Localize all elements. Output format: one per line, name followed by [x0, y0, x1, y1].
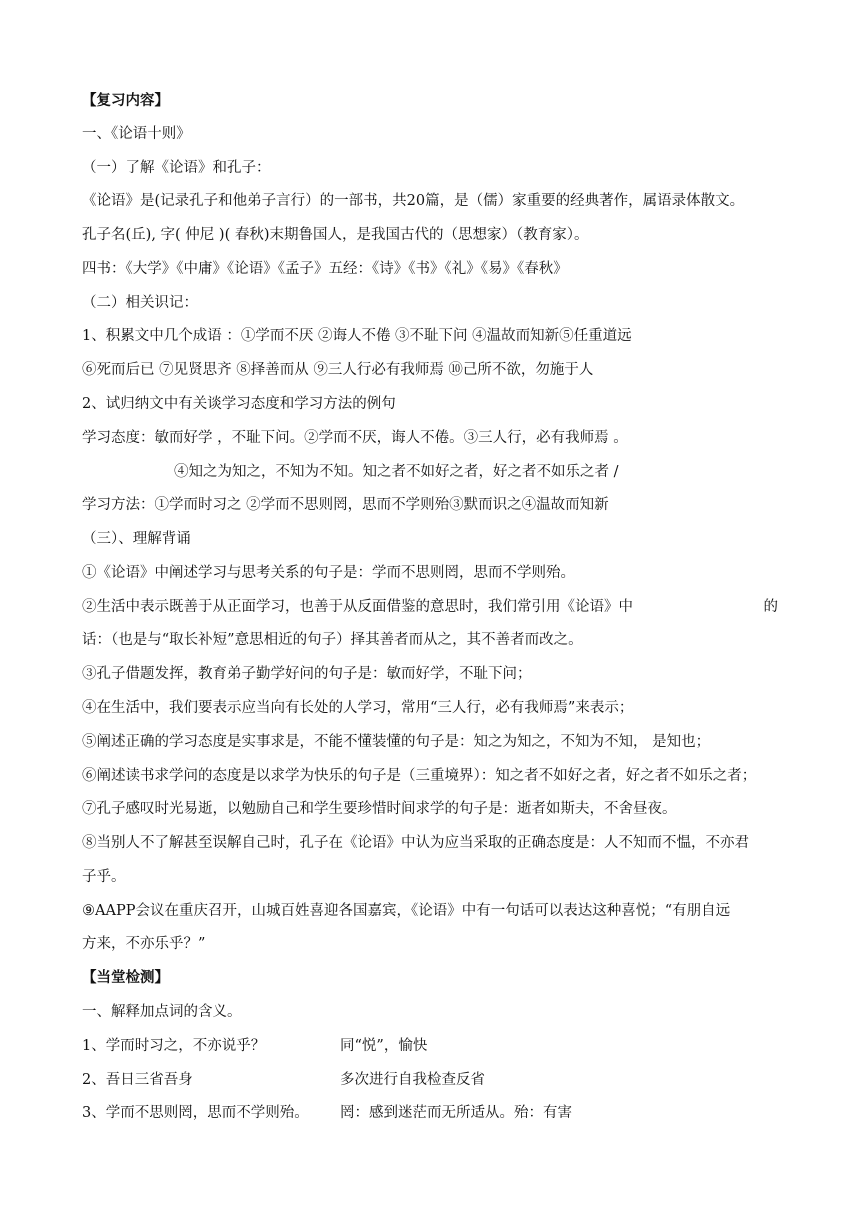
test-item-1-question: 1、学而时习之，不亦说乎？ — [82, 1038, 266, 1054]
question-1: ①《论语》中阐述学习与思考关系的句子是：学而不思则罔，思而不学则殆。 — [82, 565, 575, 581]
section1-title: 一、《论语十则》 — [82, 126, 191, 142]
question-8-line-1: ⑧当别人不了解甚至误解自己时，孔子在《论语》中认为应当采取的正确态度是：人不知而不愠，不亦君 — [82, 835, 749, 851]
question-8-line-2: 子乎。 — [82, 869, 126, 885]
question-4: ④在生活中，我们要表示应当向有长处的人学习，常用“三人行，必有我师焉”来表示； — [82, 700, 634, 716]
sub3-title: （三）、理解背诵 — [82, 531, 191, 547]
question-2-line-2: 话：（也是与“取长补短”意思相近的句子）择其善者而从之，其不善者而改之。 — [82, 632, 583, 648]
attitude-line-2: ④知之为知之，不知为不知。知之者不如好之者，好之者不如乐之者 / — [174, 464, 619, 480]
test-item-1-answer: 同“悦”，愉快 — [340, 1038, 428, 1054]
question-2-line-1-end: 的 — [763, 599, 778, 615]
attitude-line-1: 学习态度：敏而好学 ，不耻下问。②学而不厌，诲人不倦。③三人行，必有我师焉 。 — [82, 430, 628, 446]
sub2-title: （二）相关识记： — [82, 295, 198, 311]
question-7: ⑦孔子感叹时光易逝，以勉励自己和学生要珍惜时间求学的句子是：逝者如斯夫，不舍昼夜。 — [82, 801, 677, 817]
question-2-line-1: ②生活中表示既善于从正面学习，也善于从反面借鉴的意思时，我们常引用《论语》中 — [82, 599, 633, 615]
confucius-intro: 孔子名(丘), 字( 仲尼 )( 春秋)末期鲁国人，是我国古代的（思想家）（教育家）。 — [82, 227, 589, 243]
method-line: 学习方法：①学而时习之 ②学而不思则罔，思而不学则殆③默而识之④温故而知新 — [82, 497, 609, 513]
idioms-line-2: ⑥死而后已 ⑦见贤思齐 ⑧择善而从 ⑨三人行必有我师焉 ⑩己所不欲，勿施于人 — [82, 362, 594, 378]
question-5: ⑤阐述正确的学习态度是实事求是，不能不懂装懂的句子是：知之为知之，不知为不知， 是知也； — [82, 734, 711, 750]
question-9-line-2: 方来，不亦乐乎？” — [82, 936, 206, 952]
item2-title: 2、试归纳文中有关谈学习态度和学习方法的例句 — [82, 396, 396, 412]
sub1-title: （一）了解《论语》和孔子： — [82, 160, 271, 176]
review-heading: 【复习内容】 — [82, 92, 169, 109]
test-item-3-question: 3、学而不思则罔，思而不学则殆。 — [82, 1105, 309, 1121]
idioms-line-1: 1、积累文中几个成语 ：①学而不厌 ②诲人不倦 ③不耻下问 ④温故而知新⑤任重道远 — [82, 328, 632, 344]
test-item-2-answer: 多次进行自我检查反省 — [340, 1072, 485, 1088]
question-3: ③孔子借题发挥，教育弟子勤学好问的句子是：敏而好学，不耻下问； — [82, 666, 532, 682]
four-books-five-classics: 四书：《大学》《中庸》《论语》《孟子》五经：《诗》《书》《礼》《易》《春秋》 — [82, 261, 568, 277]
test-heading: 【当堂检测】 — [82, 969, 169, 986]
test-item-3-answer: 罔：感到迷茫而无所适从。殆：有害 — [340, 1105, 572, 1121]
lunyu-intro: 《论语》是(记录孔子和他弟子言行）的一部书，共20篇，是（儒）家重要的经典著作，属语录体散文。 — [82, 193, 745, 209]
test-item-2-question: 2、吾日三省吾身 — [82, 1072, 193, 1088]
question-6: ⑥阐述读书求学问的态度是以求学为快乐的句子是（三重境界）：知之者不如好之者，好之者不如乐之者； — [82, 768, 757, 784]
question-9-line-1: ⑨AAPP会议在重庆召开，山城百姓喜迎各国嘉宾，《论语》中有一句话可以表达这种喜悦；“有朋自远 — [82, 903, 731, 919]
test-section-title: 一、解释加点词的含义。 — [82, 1004, 242, 1020]
